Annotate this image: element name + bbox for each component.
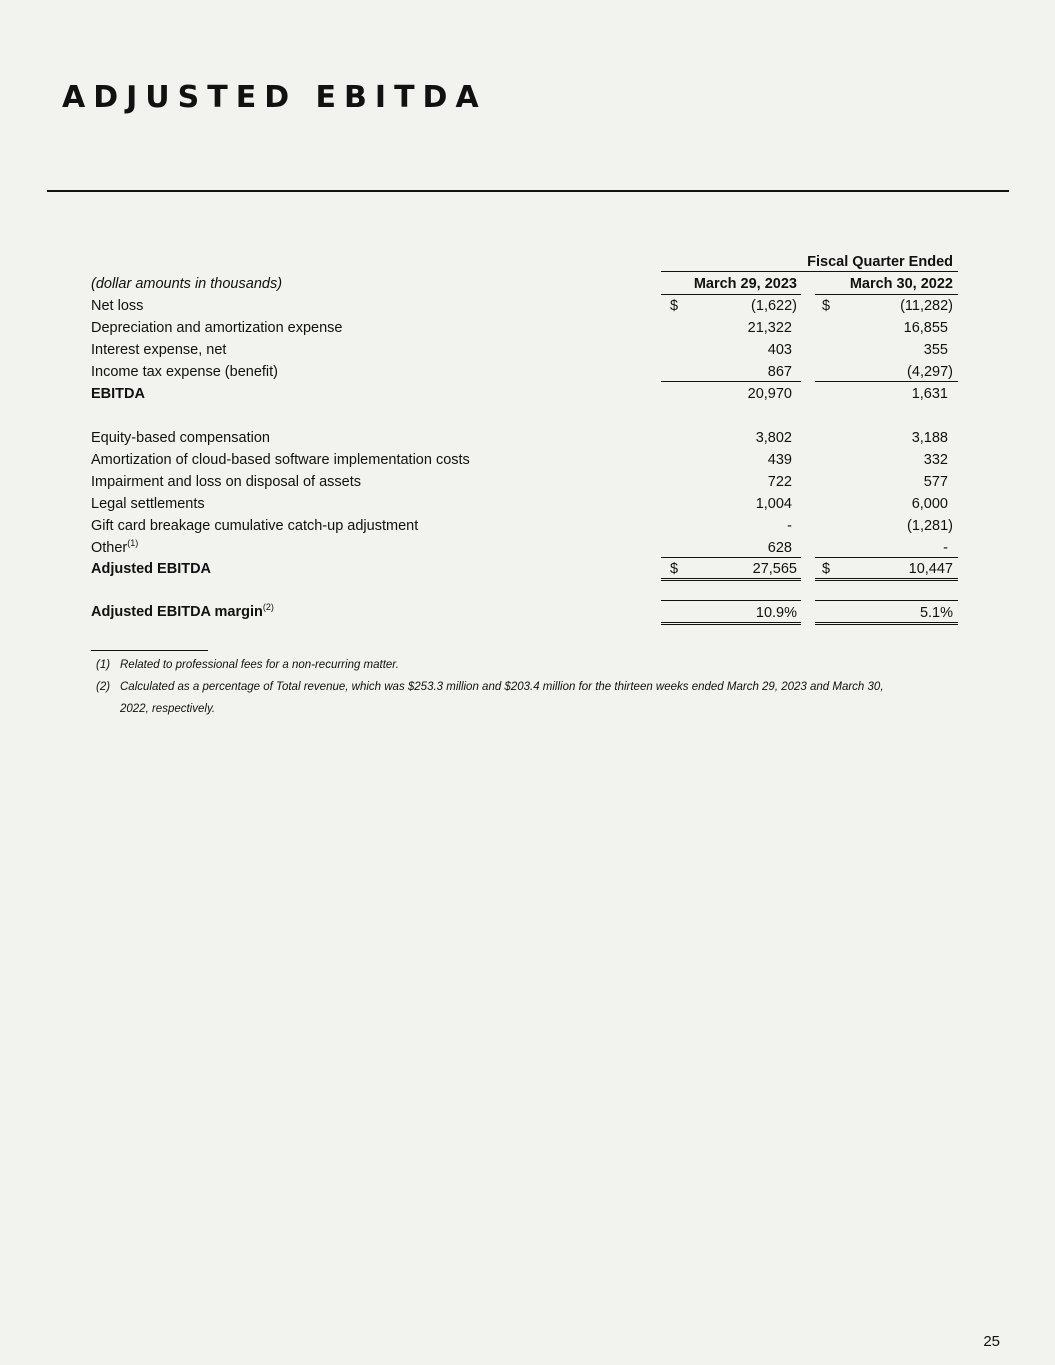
row-label: Depreciation and amortization expense [91,320,343,336]
row-value-2022: 5.1% [919,605,953,621]
row-label: Legal settlements [91,496,205,512]
footnote-text-continued: 2022, respectively. [120,703,216,715]
row-value-2022: - [943,540,948,556]
row-label: Adjusted EBITDA [91,561,212,577]
row-label: EBITDA [91,386,145,402]
total-double-rule [661,578,801,581]
total-double-rule [815,578,958,581]
margin-top-rule [661,600,801,601]
row-value-2022: 6,000 [911,496,948,512]
row-value-2022: 332 [923,452,948,468]
row-value-2023: 722 [767,474,792,490]
row-value-2022: 16,855 [903,320,948,336]
row-value-2023: (1,622) [751,298,797,314]
footnote-ref: (2) [262,602,274,612]
currency-symbol: $ [670,298,679,314]
col2-header: March 30, 2022 [849,276,953,292]
row-value-2023: 27,565 [752,561,797,577]
subtotal-rule [661,381,801,382]
row-label: Interest expense, net [91,342,227,358]
subtotal-rule [661,557,801,558]
page-title: ADJUSTED EBITDA [62,80,487,115]
row-value-2023: 628 [767,540,792,556]
row-value-2023: 439 [767,452,792,468]
row-label: Income tax expense (benefit) [91,364,278,380]
row-label: Impairment and loss on disposal of assets [91,474,361,490]
currency-symbol: $ [822,298,831,314]
row-value-2022: 10,447 [908,561,953,577]
row-label: Net loss [91,298,144,314]
currency-symbol: $ [670,561,679,577]
currency-symbol: $ [822,561,831,577]
row-value-2022: (4,297) [907,364,953,380]
footnote-text: Related to professional fees for a non-recurring matter. [120,659,399,671]
footnote-divider [91,650,208,651]
row-value-2023: 20,970 [747,386,792,402]
row-label: Other$^{(1)}$ [91,538,139,556]
row-value-2023: 10.9% [755,605,797,621]
total-double-rule [661,622,801,625]
row-value-2023: 867 [767,364,792,380]
row-label: Adjusted EBITDA margin$^{(2)}$ [91,602,274,620]
row-label: Equity-based compensation [91,430,270,446]
footnote-number: (2) [96,681,111,693]
row-value-2022: 3,188 [911,430,948,446]
col1-header-underline [661,294,801,295]
subtotal-rule [815,381,958,382]
row-value-2023: - [787,518,792,534]
row-value-2023: 1,004 [755,496,792,512]
footnote-number: (1) [96,659,111,671]
row-value-2023: 403 [767,342,792,358]
footnote-text: Calculated as a percentage of Total revenue, which was $253.3 million and $203.4 million for the thirteen weeks ended March 29, 2023 and March 30, [120,681,884,693]
row-value-2023: 3,802 [755,430,792,446]
total-double-rule [815,622,958,625]
row-label: Gift card breakage cumulative catch-up adjustment [91,518,419,534]
row-value-2023: 21,322 [747,320,792,336]
col1-header: March 29, 2023 [693,276,797,292]
row-value-2022: 577 [923,474,948,490]
col2-header-underline [815,294,958,295]
header-rule [661,271,958,272]
subtotal-rule [815,557,958,558]
title-divider [47,190,1009,192]
units-label: (dollar amounts in thousands) [91,276,283,292]
row-value-2022: 1,631 [911,386,948,402]
margin-top-rule [815,600,958,601]
period-header: Fiscal Quarter Ended [807,254,953,270]
row-label: Amortization of cloud-based software implementation costs [91,452,470,468]
page-number: 25 [983,1333,1000,1350]
row-value-2022: (11,282) [900,298,953,314]
row-value-2022: (1,281) [907,518,953,534]
row-value-2022: 355 [923,342,948,358]
footnote-ref: (1) [127,538,139,548]
